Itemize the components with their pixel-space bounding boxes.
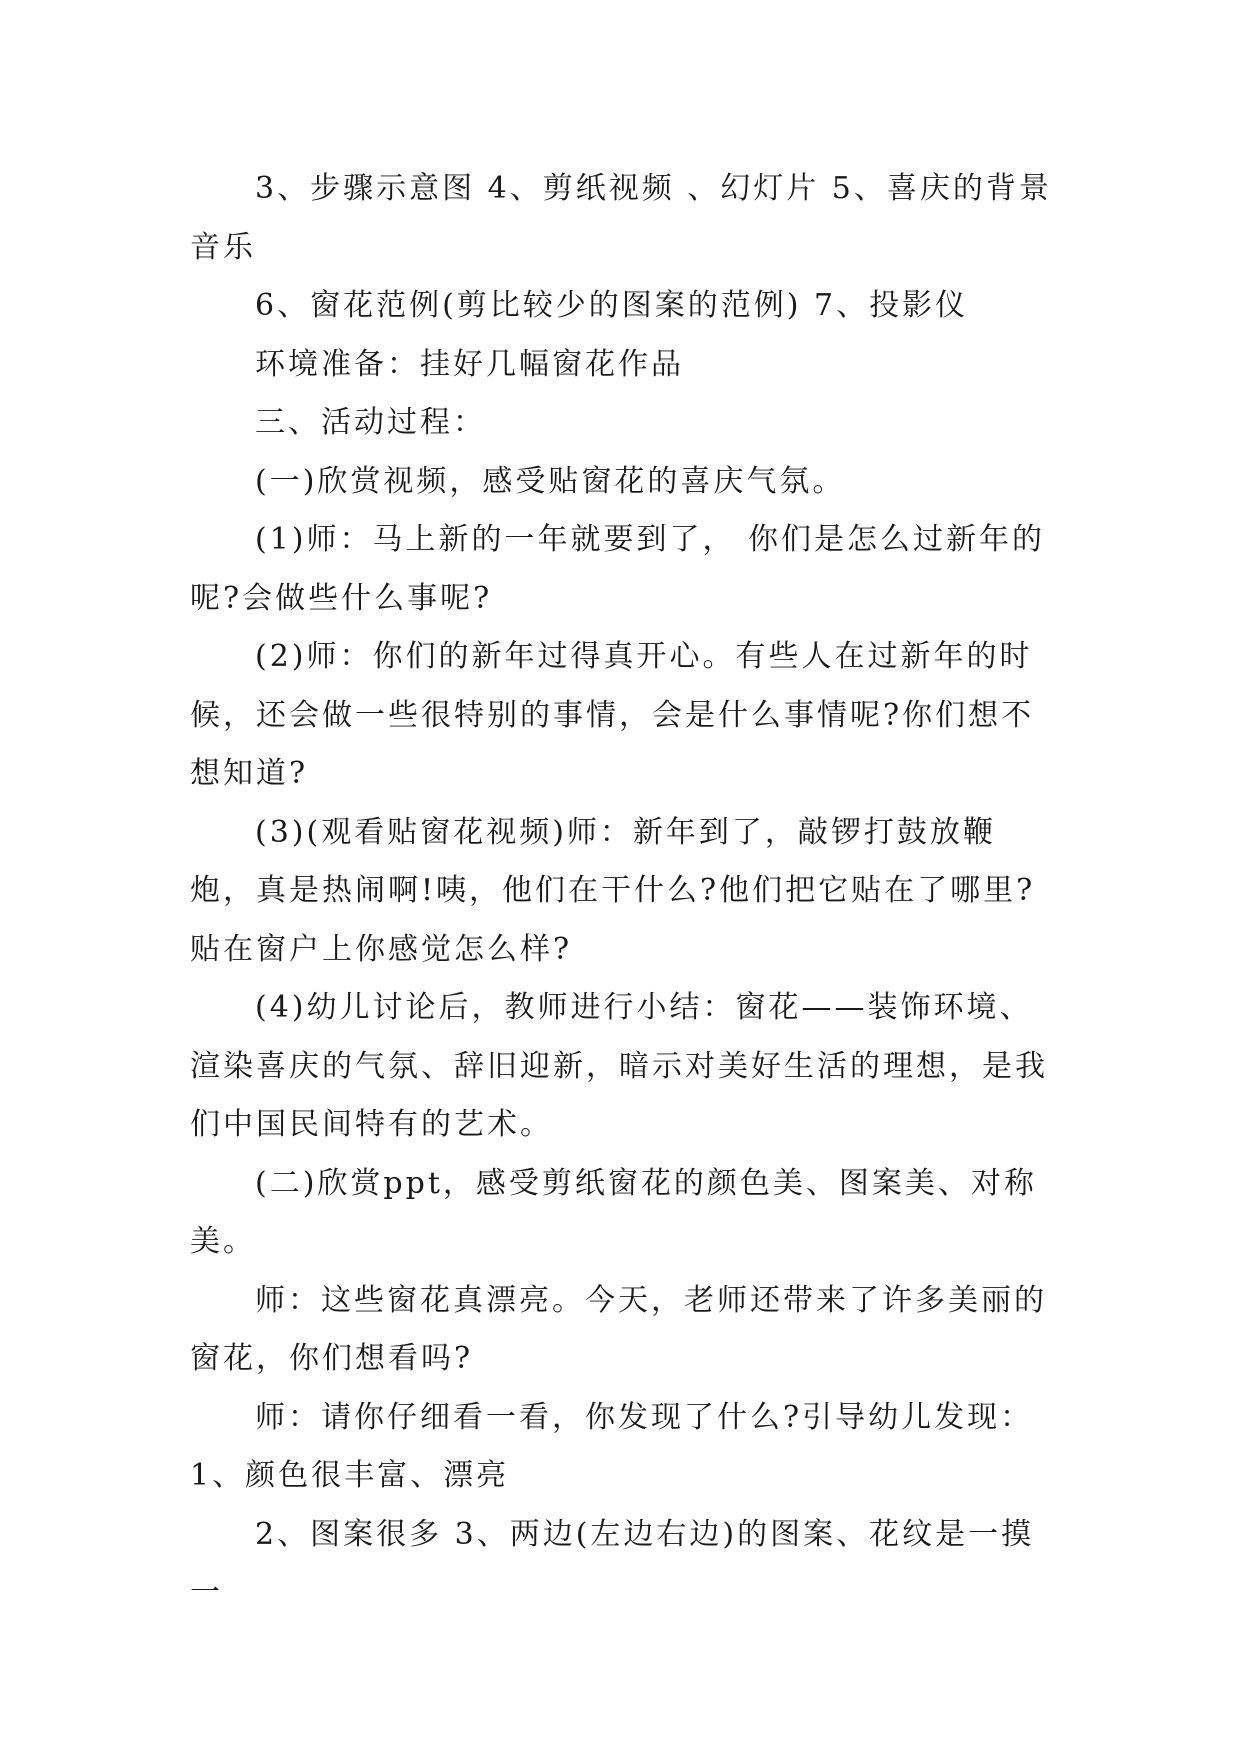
document-body [190,160,1060,1623]
paragraph: (3)(观看贴窗花视频)师：新年到了，敲锣打鼓放鞭炮，真是热闹啊!咦，他们在干什么?他们把它贴在了哪里?贴在窗户上你感觉怎么样? [190,814,1036,967]
paragraph: 1、颜色很丰富、漂亮 [190,1458,510,1493]
paragraph: 师：这些窗花真漂亮。今天，老师还带来了许多美丽的窗花，你们想看吗? [190,1282,1047,1376]
paragraph: 师：请你仔细看一看，你发现了什么?引导幼儿发现： [255,1399,1034,1435]
paragraph: (1)师：马上新的一年就要到了， 你们是怎么过新年的呢?会做些什么事呢? [190,522,1046,616]
paragraph: (2)师：你们的新年过得真开心。有些人在过新年的时候，还会做一些很特别的事情，会是什么事情呢?你们想不想知道? [190,639,1035,791]
paragraph: (一)欣赏视频，感受贴窗花的喜庆气氛。 [255,463,846,499]
paragraph: 3、步骤示意图 4、剪纸视频 、幻灯片 5、喜庆的背景音乐 [190,171,1052,265]
paragraph: 环境准备：挂好几幅窗花作品 [255,346,684,382]
paragraph: 6、窗花范例(剪比较少的图案的范例) 7、投影仪 [255,288,969,323]
paragraph: (二)欣赏ppt，感受剪纸窗花的颜色美、图案美、对称美。 [190,1165,1037,1259]
paragraph: 2、图案很多 3、两边(左边右边)的图案、花纹是一摸一 [190,1516,1035,1610]
paragraph: (4)幼儿讨论后，教师进行小结：窗花——装饰环境、渲染喜庆的气氛、辞旧迎新，暗示对美好生活的理想，是我们中国民间特有的艺术。 [190,990,1048,1142]
paragraph: 三、活动过程： [255,405,486,440]
